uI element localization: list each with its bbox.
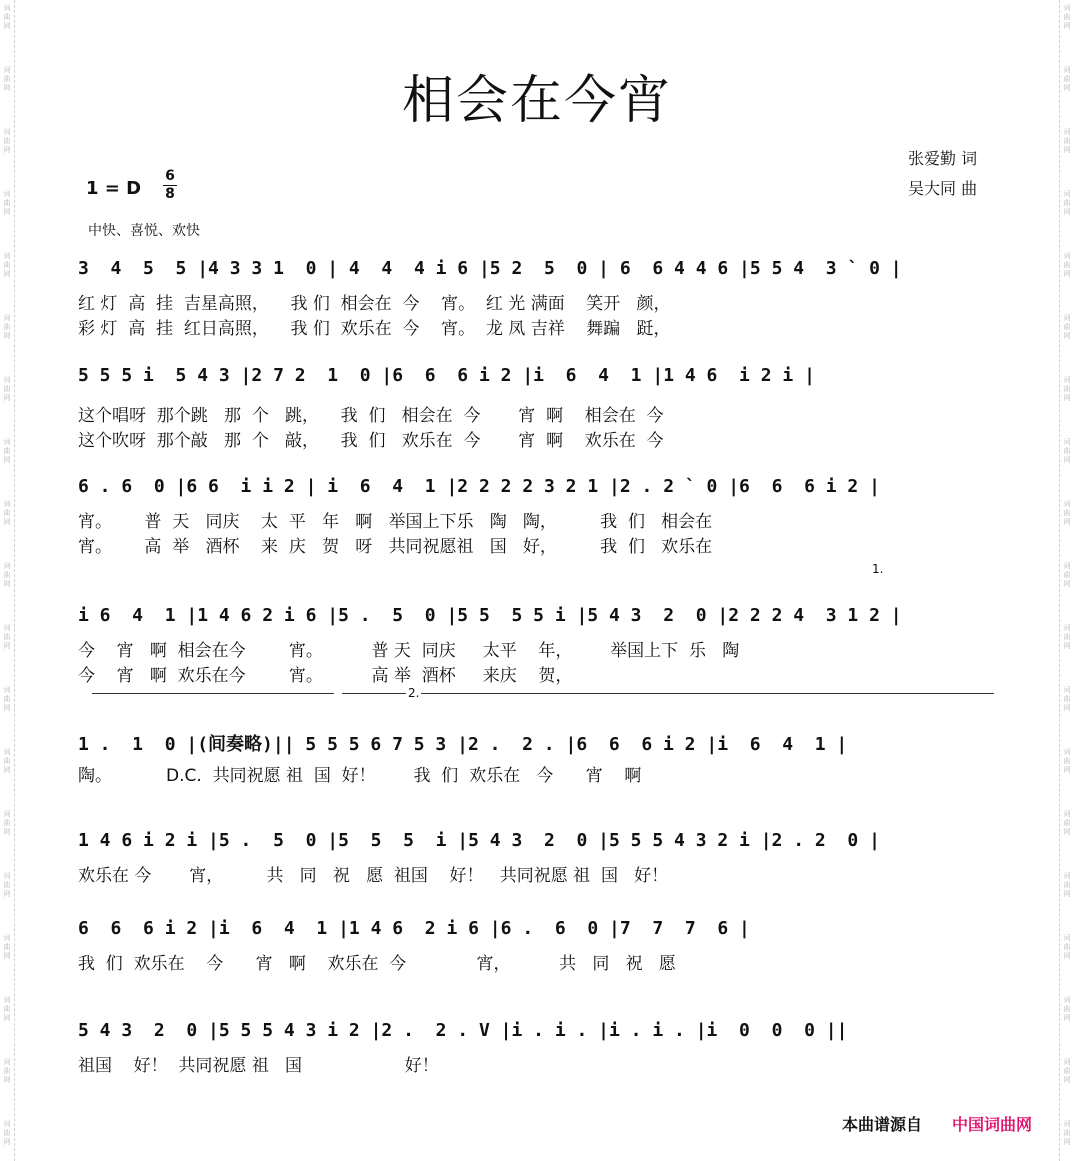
right-margin-strip bbox=[1059, 0, 1074, 1161]
volta-line bbox=[92, 693, 334, 694]
watermark-text: 词 曲 网 bbox=[1063, 1058, 1071, 1084]
notation-row: 5 5 5 i 5 4 3 |2 7 2 1 0 |6 6 6 i 2 |i 6 4 1 |1 4 6 i 2 i | bbox=[78, 365, 815, 386]
watermark-text: 词 曲 网 bbox=[1063, 748, 1071, 774]
notation-row: 3 4 5 5 |4 3 3 1 0 | 4 4 4 i 6 |5 2 5 0 | 6 6 4 4 6 |5 5 4 3 ` 0 | bbox=[78, 258, 902, 279]
watermark-text: 词 曲 网 bbox=[1063, 810, 1071, 836]
watermark-text: 词 曲 网 bbox=[3, 996, 11, 1022]
watermark-text: 词 曲 网 bbox=[1063, 128, 1071, 154]
lyric-line: 今 宵 啊 欢乐在今 宵。 高 举 酒杯 来庆 贺， bbox=[78, 666, 573, 686]
watermark-text: 词 曲 网 bbox=[3, 314, 11, 340]
watermark-text: 词 曲 网 bbox=[1063, 872, 1071, 898]
volta-2-label: 2. bbox=[408, 686, 420, 700]
tempo-mark: 中快、喜悦、欢快 bbox=[88, 223, 200, 239]
left-margin-strip bbox=[0, 0, 15, 1161]
lyric-line: 彩 灯 高 挂 红日高照， 我 们 欢乐在 今 宵。 龙 凤 吉祥 舞蹁 跹， bbox=[78, 319, 671, 339]
notation-row: 5 4 3 2 0 |5 5 5 4 3 i 2 |2 . 2 . V |i . i . |i . i . |i 0 0 0 || bbox=[78, 1020, 848, 1041]
lyric-line: 陶。 D.C. 共同祝愿 祖 国 好！ 我 们 欢乐在 今 宵 啊 bbox=[78, 766, 642, 786]
watermark-text: 词 曲 网 bbox=[1063, 1120, 1071, 1146]
watermark-text: 词 曲 网 bbox=[3, 624, 11, 650]
watermark-text: 词 曲 网 bbox=[3, 686, 11, 712]
source-prefix: 本曲谱源自 bbox=[842, 1115, 923, 1134]
watermark-text: 词 曲 网 bbox=[3, 1058, 11, 1084]
volta-1-label: 1. bbox=[872, 562, 884, 576]
lyric-line: 我 们 欢乐在 今 宵 啊 欢乐在 今 宵， 共 同 祝 愿 bbox=[78, 954, 676, 974]
watermark-text: 词 曲 网 bbox=[1063, 4, 1071, 30]
watermark-text: 词 曲 网 bbox=[1063, 562, 1071, 588]
lyric-line: 今 宵 啊 相会在今 宵。 普 天 同庆 太平 年， 举国上下 乐 陶 bbox=[78, 641, 740, 661]
lyric-line: 宵。 普 天 同庆 太 平 年 啊 举国上下乐 陶 陶， 我 们 相会在 bbox=[78, 512, 713, 532]
watermark-text: 词 曲 网 bbox=[3, 376, 11, 402]
watermark-text: 词 曲 网 bbox=[1063, 686, 1071, 712]
time-sig-top: 6 bbox=[165, 168, 175, 184]
notation-row: 1 4 6 i 2 i |5 . 5 0 |5 5 5 i |5 4 3 2 0 |5 5 5 4 3 2 i |2 . 2 0 | bbox=[78, 830, 880, 851]
watermark-text: 词 曲 网 bbox=[3, 500, 11, 526]
watermark-text: 词 曲 网 bbox=[3, 128, 11, 154]
watermark-text: 词 曲 网 bbox=[3, 1120, 11, 1146]
page-title: 相会在今宵 bbox=[401, 71, 672, 131]
watermark-text: 词 曲 网 bbox=[1063, 624, 1071, 650]
composer-credit: 吴大同 曲 bbox=[908, 179, 978, 198]
watermark-text: 词 曲 网 bbox=[1063, 66, 1071, 92]
notation-row: 1 . 1 0 |(间奏略)|| 5 5 5 6 7 5 3 |2 . 2 . |6 6 6 i 2 |i 6 4 1 | bbox=[78, 734, 848, 755]
volta-line bbox=[342, 693, 994, 694]
watermark-text: 词 曲 网 bbox=[1063, 438, 1071, 464]
watermark-text: 词 曲 网 bbox=[3, 4, 11, 30]
watermark-text: 词 曲 网 bbox=[3, 810, 11, 836]
watermark-text: 词 曲 网 bbox=[3, 252, 11, 278]
time-signature bbox=[163, 168, 177, 203]
notation-row: 6 . 6 0 |6 6 i i 2 | i 6 4 1 |2 2 2 2 3 2 1 |2 . 2 ` 0 |6 6 6 i 2 | bbox=[78, 476, 880, 497]
lyric-line: 宵。 高 举 酒杯 来 庆 贺 呀 共同祝愿祖 国 好， 我 们 欢乐在 bbox=[78, 537, 713, 557]
watermark-text: 词 曲 网 bbox=[1063, 500, 1071, 526]
notation-row: i 6 4 1 |1 4 6 2 i 6 |5 . 5 0 |5 5 5 5 i |5 4 3 2 0 |2 2 2 4 3 1 2 | bbox=[78, 605, 902, 626]
watermark-text: 词 曲 网 bbox=[1063, 252, 1071, 278]
watermark-text: 词 曲 网 bbox=[1063, 314, 1071, 340]
watermark-text: 词 曲 网 bbox=[3, 190, 11, 216]
watermark-text: 词 曲 网 bbox=[1063, 934, 1071, 960]
lyric-line: 欢乐在 今 宵， 共 同 祝 愿 祖国 好！ 共同祝愿 祖 国 好！ bbox=[78, 866, 669, 886]
watermark-text: 词 曲 网 bbox=[1063, 190, 1071, 216]
time-sig-bottom: 8 bbox=[165, 186, 175, 202]
lyricist-credit: 张爱勤 词 bbox=[908, 149, 978, 168]
watermark-text: 词 曲 网 bbox=[3, 438, 11, 464]
lyric-line: 红 灯 高 挂 吉星高照， 我 们 相会在 今 宵。 红 光 满面 笑开 颜， bbox=[78, 294, 671, 314]
lyric-line: 这个唱呀 那个跳 那 个 跳， 我 们 相会在 今 宵 啊 相会在 今 bbox=[78, 406, 664, 426]
watermark-text: 词 曲 网 bbox=[3, 66, 11, 92]
lyric-line: 这个吹呀 那个敲 那 个 敲， 我 们 欢乐在 今 宵 啊 欢乐在 今 bbox=[78, 431, 664, 451]
key-signature: 1 = D bbox=[86, 178, 142, 199]
lyric-line: 祖国 好！ 共同祝愿 祖 国 好！ bbox=[78, 1056, 439, 1076]
watermark-text: 词 曲 网 bbox=[1063, 376, 1071, 402]
watermark-text: 词 曲 网 bbox=[1063, 996, 1071, 1022]
watermark-text: 词 曲 网 bbox=[3, 872, 11, 898]
notation-row: 6 6 6 i 2 |i 6 4 1 |1 4 6 2 i 6 |6 . 6 0 |7 7 7 6 | bbox=[78, 918, 750, 939]
watermark-text: 词 曲 网 bbox=[3, 562, 11, 588]
watermark-text: 词 曲 网 bbox=[3, 934, 11, 960]
watermark-text: 词 曲 网 bbox=[3, 748, 11, 774]
source-site-link[interactable]: 中国词曲网 bbox=[952, 1115, 1033, 1134]
